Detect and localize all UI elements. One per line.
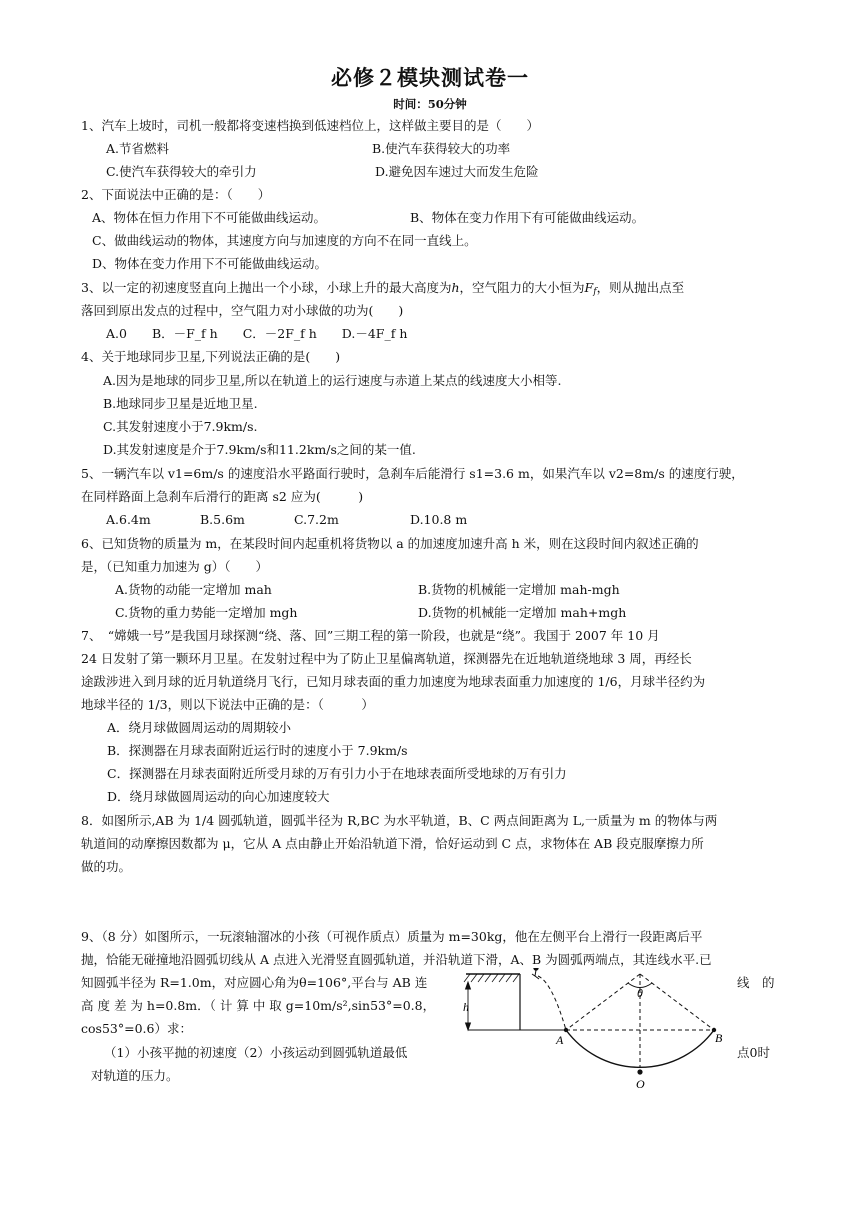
q3-stem-part1: 3、以一定的初速度竖直向上抛出一个小球，小球上升的最大高度为 — [81, 280, 452, 295]
q8-line2: 轨道间的动摩擦因数都为 μ，它从 A 点由静止开始沿轨道下滑，恰好运动到 C 点，求物体在 AB 段克服摩擦力所 — [81, 836, 704, 851]
q2-stem: 2、下面说法中正确的是：（ ） — [81, 187, 271, 202]
q8-line3: 做的功。 — [81, 859, 132, 874]
child-figure — [532, 968, 539, 979]
q9-line3-right: 线 的 — [737, 975, 775, 990]
q6-stem-line1: 6、已知货物的质量为 m，在某段时间内起重机将货物以 a 的加速度加速升高 h 米，则在这段时间内叙述正确的 — [81, 536, 699, 551]
q7-option-b: B．探测器在月球表面附近运行时的速度小于 7.9km/s — [107, 743, 408, 758]
label-a: A — [556, 1033, 564, 1047]
radius-b — [640, 974, 714, 1030]
q4-stem: 4、关于地球同步卫星,下列说法正确的是( ) — [81, 349, 341, 364]
point-a — [564, 1028, 568, 1032]
label-o: O — [636, 1077, 645, 1091]
q3-options: A.0 B．－F_f h C．－2F_f h D.－4F_f h — [106, 326, 408, 341]
q2-option-c: C、做曲线运动的物体，其速度方向与加速度的方向不在同一直线上。 — [92, 233, 477, 248]
point-o — [637, 1069, 642, 1074]
q3-stem-part2: ，空气阻力的大小恒为 — [459, 280, 585, 295]
q5-stem-line2: 在同样路面上急刹车后滑行的距离 s2 应为( ) — [81, 489, 364, 504]
q7-option-a: A．绕月球做圆周运动的周期较小 — [107, 720, 292, 735]
q7-line3: 途跋涉进入到月球的近月轨道绕月飞行，已知月球表面的重力加速度为地球表面重力加速度的 1/6，月球半径约为 — [81, 674, 706, 689]
q6-option-a: A.货物的动能一定增加 mah — [115, 582, 272, 597]
q7-line2: 24 日发射了第一颗环月卫星。在发射过程中为了防止卫星偏离轨道，探测器先在近地轨道绕地球 3 周，再经长 — [81, 651, 692, 666]
q5-stem-line1: 5、一辆汽车以 v1=6m/s 的速度沿水平路面行驶时，急刹车后能滑行 s1=3.6 m，如果汽车以 v2=8m/s 的速度行驶， — [81, 466, 744, 481]
q3-stem-part3: ，则从抛出点至 — [596, 280, 685, 295]
projectile-path — [538, 976, 566, 1030]
q4-option-a: A.因为是地球的同步卫星,所以在轨道上的运行速度与赤道上某点的线速度大小相等. — [103, 373, 562, 388]
platform-hatching — [464, 974, 519, 982]
q2-option-b: B、物体在变力作用下有可能做曲线运动。 — [410, 210, 645, 225]
q3-stem-line1: 3、以一定的初速度竖直向上抛出一个小球，小球上升的最大高度为h，空气阻力的大小恒为$F_f$，则从抛出点至 — [81, 280, 685, 297]
q1-option-d: D.避免因车速过大而发生危险 — [375, 164, 539, 179]
q9-diagram — [460, 968, 730, 1095]
q1-option-c: C.使汽车获得较大的牵引力 — [106, 164, 257, 179]
label-theta: θ — [637, 986, 643, 1000]
q2-option-d: D、物体在变力作用下不可能做曲线运动。 — [92, 256, 328, 271]
q4-option-d: D.其发射速度是介于7.9km/s和11.2km/s之间的某一值. — [103, 442, 416, 457]
q5-option-d: D.10.8 m — [410, 512, 468, 527]
q7-option-c: C．探测器在月球表面附近所受月球的万有引力小于在地球表面所受地球的万有引力 — [107, 766, 567, 781]
q1-option-b: B.使汽车获得较大的功率 — [372, 141, 511, 156]
radius-a — [566, 974, 640, 1030]
q6-option-d: D.货物的机械能一定增加 mah+mgh — [418, 605, 627, 620]
q3-stem-line2: 落回到原出发点的过程中，空气阻力对小球做的功为( ) — [81, 303, 404, 318]
q5-option-c: C.7.2m — [294, 512, 339, 527]
q7-line1: 7、 “嫦娥一号”是我国月球探测“绕、落、回”三期工程的第一阶段，也就是“绕”。我国于 2007 年 10 月 — [81, 628, 660, 643]
q9-line4: 高 度 差 为 h=0.8m．（ 计 算 中 取 g=10m/s²,sin53°=0.8， — [81, 998, 436, 1013]
q9-line2: 抛，恰能无碰撞地沿圆弧切线从 A 点进入光滑竖直圆弧轨道，并沿轨道下滑，A、B 为圆弧两端点，其连线水平.已 — [81, 952, 712, 967]
q2-option-a: A、物体在恒力作用下不可能做曲线运动。 — [92, 210, 327, 225]
exam-duration: 时间：50分钟 — [393, 97, 467, 111]
q6-option-b: B.货物的机械能一定增加 mah-mgh — [418, 582, 620, 597]
q9-line3-left: 知圆弧半径为 R=1.0m，对应圆心角为θ=106°,平台与 AB 连 — [81, 975, 428, 990]
q5-option-a: A.6.4m — [106, 512, 151, 527]
q1-stem: 1、汽车上坡时，司机一般都将变速档换到低速档位上，这样做主要目的是（ ） — [81, 118, 539, 133]
q6-option-c: C.货物的重力势能一定增加 mgh — [115, 605, 298, 620]
label-h: h — [463, 1000, 469, 1014]
q9-line6-right: 点0时 — [737, 1045, 770, 1060]
q7-option-d: D．绕月球做圆周运动的向心加速度较大 — [107, 789, 330, 804]
q9-line1: 9、（8 分）如图所示，一玩滚轴溜冰的小孩（可视作质点）质量为 m=30kg，他在左侧平台上滑行一段距离后平 — [81, 929, 703, 944]
q4-option-b: B.地球同步卫星是近地卫星. — [103, 396, 258, 411]
q4-option-c: C.其发射速度小于7.9km/s. — [103, 419, 258, 434]
q8-line1: 8．如图所示,AB 为 1/4 圆弧轨道，圆弧半径为 R,BC 为水平轨道，B、C 两点间距离为 L,一质量为 m 的物体与两 — [81, 813, 718, 828]
page-title: 必修２模块测试卷一 — [331, 65, 529, 90]
q7-line4: 地球半径的 1/3，则以下说法中正确的是：（ ） — [81, 697, 374, 712]
label-b: B — [715, 1031, 723, 1045]
q9-line7: 对轨道的压力。 — [91, 1068, 179, 1083]
q6-stem-line2: 是，（已知重力加速为 g）（ ） — [81, 559, 268, 574]
q1-option-a: A.节省燃料 — [106, 141, 170, 156]
q5-option-b: B.5.6m — [200, 512, 245, 527]
q9-line5: cos53°=0.6）求： — [81, 1021, 192, 1036]
q9-line6-left: （1）小孩平抛的初速度（2）小孩运动到圆弧轨道最低 — [104, 1045, 408, 1060]
